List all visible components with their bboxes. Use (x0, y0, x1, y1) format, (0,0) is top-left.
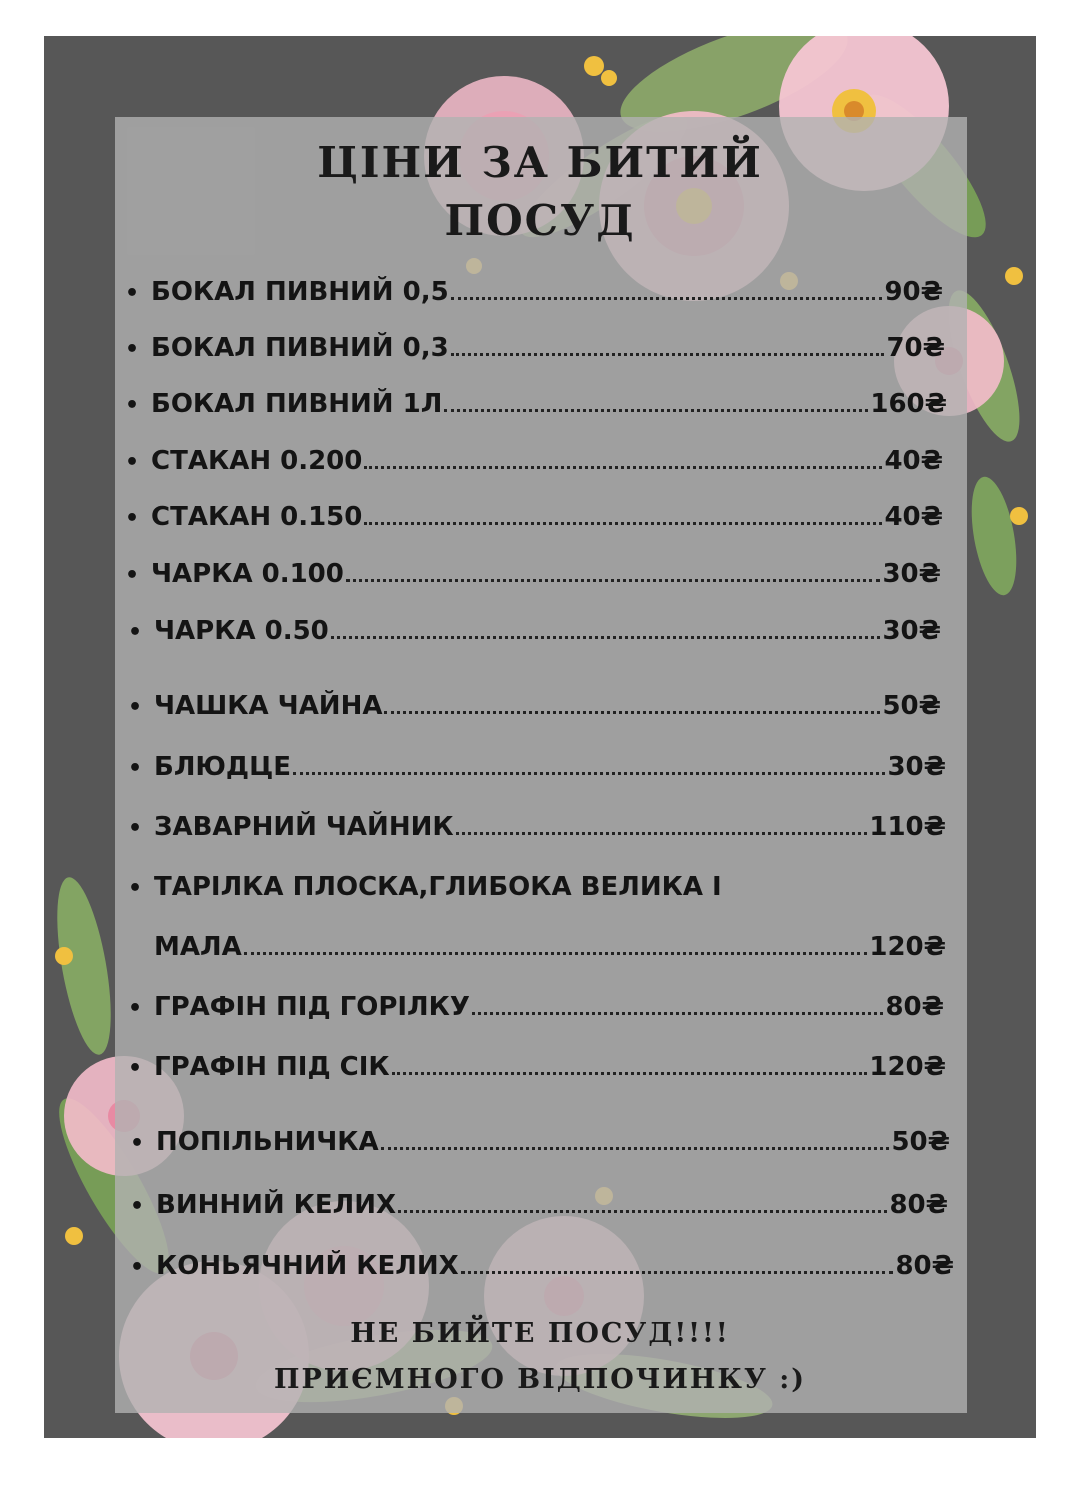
item-price: 90₴ (884, 277, 943, 307)
item-price: 70₴ (886, 333, 945, 363)
list-item (128, 691, 941, 721)
bullet: • (125, 281, 140, 306)
bullet: • (130, 1255, 145, 1280)
list-item (125, 333, 945, 363)
bullet: • (128, 620, 143, 645)
dot-leader (461, 1271, 894, 1274)
item-name: БЛЮДЦЕ (154, 752, 291, 782)
item-name: БОКАЛ ПИВНИЙ 0,5 (151, 277, 449, 307)
list-item (130, 1190, 948, 1220)
bullet: • (125, 393, 140, 418)
item-price: 120₴ (869, 1052, 946, 1082)
list-item (128, 872, 828, 902)
list-item (125, 389, 947, 419)
item-name: СТАКАН 0.150 (151, 502, 363, 532)
list-item (130, 1251, 954, 1281)
dot-leader (384, 711, 880, 714)
item-price: 40₴ (884, 446, 943, 476)
list-item-continuation (128, 932, 946, 962)
item-name: БОКАЛ ПИВНИЙ 1Л (151, 389, 443, 419)
item-name: ПОПІЛЬНИЧКА (156, 1127, 379, 1157)
item-name: ЧАРКА 0.50 (154, 616, 329, 646)
list-item (128, 812, 946, 842)
item-name-line-2: МАЛА (154, 932, 242, 962)
bullet: • (128, 695, 143, 720)
list-item (125, 277, 943, 307)
bullet: • (125, 450, 140, 475)
item-price: 120₴ (869, 932, 946, 962)
item-name: ВИННИЙ КЕЛИХ (156, 1190, 397, 1220)
item-name: ЧАШКА ЧАЙНА (154, 691, 383, 721)
dot-leader (381, 1147, 890, 1150)
dot-leader (451, 297, 883, 300)
dot-leader (451, 353, 885, 356)
bullet: • (130, 1131, 145, 1156)
dot-leader (398, 1210, 887, 1213)
bullet: • (125, 337, 140, 362)
item-price: 160₴ (870, 389, 947, 419)
item-price: 80₴ (889, 1190, 948, 1220)
item-name: ГРАФІН ПІД СІК (154, 1052, 390, 1082)
list-item (125, 559, 941, 589)
item-price: 30₴ (887, 752, 946, 782)
list-item (128, 752, 946, 782)
dot-leader (364, 466, 882, 469)
list-item (128, 616, 941, 646)
bullet: • (128, 816, 143, 841)
item-price: 110₴ (869, 812, 946, 842)
dot-leader (444, 409, 868, 412)
list-item (125, 446, 943, 476)
bullet: • (128, 996, 143, 1021)
item-name: СТАКАН 0.200 (151, 446, 363, 476)
bullet: • (128, 756, 143, 781)
bullet: • (128, 876, 143, 901)
list-item (125, 502, 943, 532)
bullet: • (130, 1194, 145, 1219)
footer-line-2: ПРИЄМНОГО ВІДПОЧИНКУ :) (273, 1364, 807, 1395)
footer-line-1: НЕ БИЙТЕ ПОСУД!!!! (350, 1318, 730, 1349)
bullet: • (125, 563, 140, 588)
dot-leader (346, 579, 881, 582)
dot-leader (244, 952, 868, 955)
dot-leader (293, 772, 885, 775)
item-name-line-1: ТАРІЛКА ПЛОСКА,ГЛИБОКА ВЕЛИКА І (154, 872, 722, 902)
title-line-1: ЦІНИ ЗА БИТИЙ (317, 138, 763, 187)
item-price: 80₴ (885, 992, 944, 1022)
bullet: • (125, 506, 140, 531)
item-price: 40₴ (884, 502, 943, 532)
dot-leader (472, 1012, 884, 1015)
item-price: 30₴ (882, 616, 941, 646)
bullet: • (128, 1056, 143, 1081)
title-line-2: ПОСУД (444, 196, 636, 245)
item-name: ЧАРКА 0.100 (151, 559, 344, 589)
item-name: БОКАЛ ПИВНИЙ 0,3 (151, 333, 449, 363)
item-price: 50₴ (891, 1127, 950, 1157)
item-price: 50₴ (882, 691, 941, 721)
item-name: ГРАФІН ПІД ГОРІЛКУ (154, 992, 470, 1022)
dot-leader (331, 636, 881, 639)
dot-leader (392, 1072, 868, 1075)
dot-leader (456, 832, 868, 835)
list-item (128, 1052, 946, 1082)
list-item (130, 1127, 950, 1157)
dot-leader (364, 522, 882, 525)
item-price: 30₴ (882, 559, 941, 589)
item-price: 80₴ (895, 1251, 954, 1281)
list-item (128, 992, 944, 1022)
item-name: ЗАВАРНИЙ ЧАЙНИК (154, 812, 454, 842)
item-name: КОНЬЯЧНИЙ КЕЛИХ (156, 1251, 459, 1281)
